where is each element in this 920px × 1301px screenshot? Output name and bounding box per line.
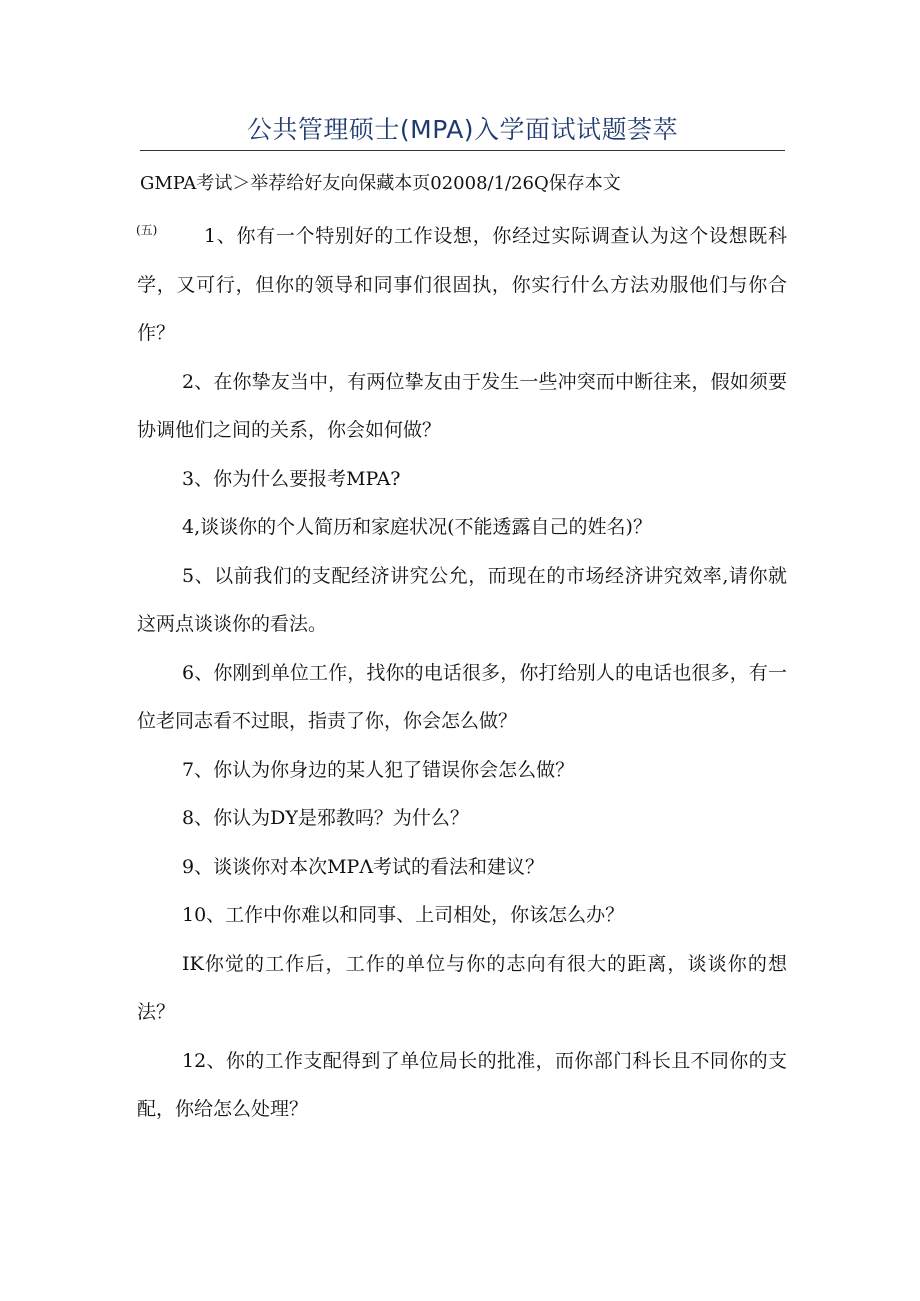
question-item: 1、你有一个特别好的工作设想，你经过实际调查认为这个设想既科学，又可行，但你的领导和同事们很固执，你实行什么方法劝服他们与你合作？: [137, 225, 787, 344]
question-item: 6、你刚到单位工作，找你的电话很多，你打给别人的电话也很多，有一位老同志看不过眼，指责了你，你会怎么做？: [137, 661, 787, 732]
question-item: 4,谈谈你的个人简历和家庭状况(不能透露自己的姓名)？: [182, 516, 652, 538]
question-item: 12、你的工作支配得到了单位局长的批准，而你部门科长且不同你的支配，你给怎么处理？: [137, 1049, 787, 1120]
question-item: 8、你认为DY是邪教吗？为什么？: [182, 807, 469, 829]
document-title: 公共管理硕士(MPA)入学面试试题荟萃: [246, 115, 679, 144]
question-item: IK你觉的工作后，工作的单位与你的志向有很大的距离，谈谈你的想法？: [137, 952, 787, 1023]
question-item: 7、你认为你身边的某人犯了错误你会怎么做？: [182, 758, 575, 781]
question-item: 10、工作中你难以和同事、上司相处，你该怎么办？: [182, 904, 625, 926]
section-marker: (五): [136, 223, 158, 237]
question-item: 3、你为什么要报考MPA?: [182, 467, 401, 490]
question-list: [137, 212, 787, 1134]
title-divider: [140, 150, 785, 151]
question-item: 5、以前我们的支配经济讲究公允，而现在的市场经济讲究效率,请你就这两点谈谈你的看法。: [137, 564, 787, 635]
question-item: 9、谈谈你对本次MPΛ考试的看法和建议？: [182, 855, 545, 878]
meta-line: GMPA考试＞举荐给好友向保藏本页02008/1/26Q保存本文: [140, 173, 621, 194]
question-item: 2、在你挚友当中，有两位挚友由于发生一些冲突而中断往来，假如须要协调他们之间的关系，你会如何做？: [137, 370, 787, 441]
